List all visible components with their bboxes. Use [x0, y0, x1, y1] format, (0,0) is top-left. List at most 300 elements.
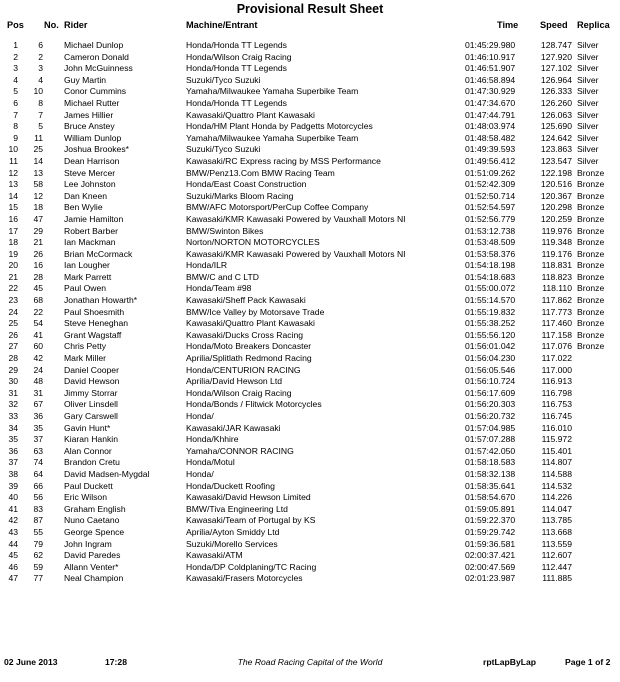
- cell-no: 26: [33, 248, 43, 259]
- cell-time: 01:46:58.894: [465, 74, 516, 85]
- cell-speed: 114.226: [541, 492, 572, 503]
- cell-pos: 43: [8, 526, 18, 537]
- cell-no: 42: [33, 353, 43, 364]
- cell-pos: 21: [8, 271, 18, 282]
- cell-time: 02:01:23.987: [465, 573, 516, 584]
- cell-replica: Silver: [577, 40, 599, 50]
- cell-speed: 126.333: [540, 86, 572, 97]
- footer-date: 02 June 2013: [4, 657, 58, 667]
- cell-speed: 114.588: [541, 468, 572, 479]
- cell-machine: Aprilia/Splitlath Redmond Racing: [186, 353, 312, 364]
- cell-rider: Gavin Hunt*: [64, 422, 111, 433]
- cell-replica: Bronze: [577, 318, 605, 329]
- cell-no: 28: [33, 271, 43, 282]
- cell-machine: Kawasaki/Ducks Cross Racing: [186, 329, 304, 340]
- cell-replica: Bronze: [577, 237, 605, 248]
- cell-speed: 117.158: [541, 329, 572, 340]
- cell-replica: Bronze: [577, 248, 605, 259]
- table-row: [0, 202, 620, 214]
- cell-time: 01:52:50.714: [465, 190, 516, 201]
- cell-time: 01:47:30.929: [465, 86, 516, 97]
- cell-machine: Kawasaki/KMR Kawasaki Powered by Vauxhall Motors NI: [186, 213, 406, 224]
- table-row: [0, 307, 620, 319]
- cell-replica: Silver: [577, 74, 599, 85]
- cell-machine: Kawasaki/Quattro Plant Kawasaki: [186, 109, 315, 120]
- cell-rider: Steve Heneghan: [64, 318, 129, 329]
- cell-time: 01:52:54.597: [465, 202, 516, 213]
- cell-time: 01:54:18.198: [465, 260, 516, 271]
- cell-speed: 117.773: [541, 306, 572, 317]
- cell-rider: Jonathan Howarth*: [64, 295, 138, 306]
- cell-speed: 112.447: [541, 561, 572, 572]
- cell-machine: Honda/Team #98: [186, 283, 252, 294]
- table-row: [0, 365, 620, 377]
- cell-machine: Aprilia/Ayton Smiddy Ltd: [186, 526, 280, 537]
- cell-no: 8: [38, 97, 43, 108]
- cell-rider: Nuno Caetano: [64, 515, 120, 526]
- cell-replica: Silver: [577, 121, 599, 132]
- cell-machine: Kawasaki/Quattro Plant Kawasaki: [186, 318, 315, 329]
- table-row: [0, 330, 620, 342]
- cell-pos: 10: [8, 144, 18, 155]
- cell-pos: 12: [8, 167, 18, 178]
- cell-no: 87: [33, 515, 43, 526]
- table-row: [0, 515, 620, 527]
- cell-speed: 123.863: [540, 144, 572, 155]
- cell-machine: Honda/DP Coldplaning/TC Racing: [186, 561, 317, 572]
- cell-machine: BMW/AFC Motorsport/PerCup Coffee Company: [186, 202, 369, 213]
- table-row: [0, 550, 620, 562]
- cell-rider: Ben Wylie: [64, 202, 103, 213]
- cell-pos: 45: [8, 550, 18, 561]
- cell-rider: Bruce Anstey: [64, 121, 115, 132]
- cell-rider: Michael Rutter: [64, 97, 120, 108]
- cell-rider: Guy Martin: [64, 74, 107, 85]
- cell-speed: 124.642: [540, 132, 572, 143]
- cell-no: 58: [33, 179, 43, 190]
- cell-speed: 120.298: [540, 202, 572, 213]
- table-row: [0, 434, 620, 446]
- table-row: [0, 399, 620, 411]
- cell-pos: 24: [8, 306, 18, 317]
- cell-replica: Bronze: [577, 341, 605, 352]
- cell-machine: BMW/Ice Valley by Motorsave Trade: [186, 306, 325, 317]
- table-row: [0, 411, 620, 423]
- cell-time: 02:00:37.421: [465, 550, 516, 561]
- table-row: [0, 283, 620, 295]
- cell-no: 25: [33, 144, 43, 155]
- cell-speed: 117.000: [541, 364, 572, 375]
- cell-machine: Yamaha/CONNOR RACING: [186, 445, 294, 456]
- cell-rider: Paul Shoesmith: [64, 306, 125, 317]
- cell-no: 59: [33, 561, 43, 572]
- cell-time: 01:46:51.907: [465, 63, 516, 74]
- cell-time: 01:56:10.724: [465, 376, 516, 387]
- table-row: [0, 121, 620, 133]
- table-row: [0, 481, 620, 493]
- cell-pos: 37: [8, 457, 18, 468]
- cell-speed: 113.559: [541, 538, 572, 549]
- cell-pos: 26: [8, 329, 18, 340]
- cell-pos: 23: [8, 295, 18, 306]
- table-row: [0, 86, 620, 98]
- cell-no: 37: [33, 434, 43, 445]
- cell-time: 01:48:03.974: [465, 121, 516, 132]
- cell-time: 01:55:19.832: [465, 306, 516, 317]
- cell-no: 79: [33, 538, 43, 549]
- cell-speed: 117.022: [541, 353, 572, 364]
- cell-replica: Bronze: [577, 202, 605, 213]
- cell-no: 12: [33, 190, 43, 201]
- table-row: [0, 423, 620, 435]
- cell-machine: Kawasaki/Sheff Pack Kawasaki: [186, 295, 306, 306]
- table-row: [0, 353, 620, 365]
- cell-machine: Honda/HM Plant Honda by Padgetts Motorcycles: [186, 121, 373, 132]
- cell-speed: 111.885: [542, 573, 572, 584]
- cell-speed: 123.547: [540, 155, 572, 166]
- cell-replica: Bronze: [577, 260, 605, 271]
- footer-report-name: rptLapByLap: [483, 657, 536, 667]
- cell-no: 6: [38, 40, 43, 50]
- cell-speed: 116.913: [541, 376, 572, 387]
- header-pos: Pos: [7, 20, 24, 30]
- page-footer: [0, 657, 620, 669]
- header-rider: Rider: [64, 20, 88, 30]
- table-row: [0, 156, 620, 168]
- cell-rider: William Dunlop: [64, 132, 122, 143]
- cell-speed: 116.745: [541, 411, 572, 421]
- cell-pos: 30: [8, 376, 18, 387]
- table-row: [0, 562, 620, 574]
- cell-time: 01:53:48.509: [465, 237, 516, 248]
- cell-rider: Neal Champion: [64, 573, 124, 584]
- cell-pos: 13: [8, 179, 18, 190]
- cell-speed: 115.401: [541, 445, 572, 456]
- header-no: No.: [44, 20, 59, 30]
- cell-speed: 122.198: [540, 167, 572, 178]
- cell-rider: James Hillier: [64, 109, 114, 120]
- cell-speed: 113.668: [541, 526, 572, 537]
- cell-replica: Bronze: [577, 179, 605, 190]
- results-table: [0, 40, 620, 585]
- cell-no: 47: [33, 213, 43, 224]
- cell-speed: 118.823: [541, 271, 572, 282]
- cell-pos: 42: [8, 515, 18, 526]
- cell-rider: Brian McCormack: [64, 248, 133, 259]
- cell-no: 56: [33, 492, 43, 503]
- cell-rider: Cameron Donald: [64, 51, 129, 62]
- cell-replica: Bronze: [577, 283, 605, 294]
- cell-no: 83: [33, 503, 43, 514]
- cell-speed: 126.063: [540, 109, 572, 120]
- cell-rider: Ian Mackman: [64, 237, 116, 248]
- cell-machine: Suzuki/Marks Bloom Racing: [186, 190, 294, 201]
- cell-time: 01:58:35.641: [465, 480, 516, 491]
- table-row: [0, 376, 620, 388]
- cell-speed: 119.348: [541, 237, 572, 248]
- cell-time: 01:59:05.891: [465, 503, 516, 514]
- cell-speed: 114.807: [541, 457, 572, 468]
- cell-time: 01:59:36.581: [465, 538, 516, 549]
- cell-no: 5: [38, 121, 43, 132]
- table-row: [0, 249, 620, 261]
- cell-pos: 2: [13, 51, 18, 62]
- cell-no: 66: [33, 480, 43, 491]
- cell-rider: George Spence: [64, 526, 125, 537]
- cell-speed: 116.753: [541, 399, 572, 410]
- cell-machine: Suzuki/Morello Services: [186, 538, 278, 549]
- cell-pos: 17: [8, 225, 18, 236]
- cell-time: 01:46:10.917: [465, 51, 516, 62]
- cell-time: 01:56:20.732: [465, 411, 516, 421]
- cell-machine: BMW/Swinton Bikes: [186, 225, 264, 236]
- cell-pos: 3: [13, 63, 18, 74]
- cell-time: 01:57:42.050: [465, 445, 516, 456]
- page-title: Provisional Result Sheet: [236, 2, 384, 16]
- cell-pos: 25: [8, 318, 18, 329]
- table-row: [0, 527, 620, 539]
- cell-machine: Honda/Bonds / Flitwick Motorcycles: [186, 399, 322, 410]
- cell-no: 35: [33, 422, 43, 433]
- table-row: [0, 52, 620, 64]
- cell-no: 45: [33, 283, 43, 294]
- cell-speed: 126.260: [540, 97, 572, 108]
- cell-pos: 7: [13, 109, 18, 120]
- cell-rider: Jimmy Storrar: [64, 387, 118, 398]
- cell-machine: Honda/CENTURION RACING: [186, 364, 301, 375]
- cell-no: 21: [33, 237, 43, 248]
- cell-pos: 1: [13, 40, 18, 50]
- cell-time: 01:55:56.120: [465, 329, 516, 340]
- cell-rider: Mark Miller: [64, 353, 107, 364]
- cell-speed: 126.964: [540, 74, 572, 85]
- cell-speed: 117.460: [541, 318, 572, 329]
- table-row: [0, 446, 620, 458]
- cell-no: 55: [33, 526, 43, 537]
- cell-rider: John McGuinness: [64, 63, 133, 74]
- cell-pos: 33: [8, 411, 18, 421]
- cell-machine: BMW/Penz13.Com BMW Racing Team: [186, 167, 335, 178]
- cell-time: 01:58:32.138: [465, 468, 516, 479]
- cell-machine: Honda/Motul: [186, 457, 235, 468]
- footer-tagline: The Road Racing Capital of the World: [237, 657, 383, 667]
- cell-replica: Bronze: [577, 190, 605, 201]
- cell-pos: 19: [8, 248, 18, 259]
- cell-speed: 114.532: [541, 480, 572, 491]
- cell-time: 01:56:20.303: [465, 399, 516, 410]
- cell-time: 01:56:01.042: [465, 341, 516, 352]
- table-row: [0, 341, 620, 353]
- cell-pos: 14: [8, 190, 18, 201]
- header-replica: Replica: [577, 20, 610, 30]
- cell-machine: Honda/: [186, 468, 214, 479]
- cell-no: 74: [33, 457, 43, 468]
- cell-no: 14: [33, 155, 43, 166]
- cell-pos: 38: [8, 468, 18, 479]
- header-time: Time: [497, 20, 519, 30]
- table-row: [0, 144, 620, 156]
- cell-rider: Conor Cummins: [64, 86, 127, 97]
- cell-rider: Grant Wagstaff: [64, 329, 122, 340]
- cell-pos: 47: [8, 573, 18, 584]
- cell-rider: Michael Dunlop: [64, 40, 124, 50]
- cell-rider: Gary Carswell: [64, 411, 118, 421]
- cell-speed: 120.259: [540, 213, 572, 224]
- cell-replica: Silver: [577, 132, 599, 143]
- cell-time: 01:49:39.593: [465, 144, 516, 155]
- cell-time: 01:48:58.482: [465, 132, 516, 143]
- table-row: [0, 573, 620, 585]
- cell-speed: 116.798: [541, 387, 572, 398]
- cell-rider: Dan Kneen: [64, 190, 108, 201]
- cell-no: 24: [33, 364, 43, 375]
- cell-machine: Aprilia/David Hewson Ltd: [186, 376, 283, 387]
- cell-rider: Brandon Cretu: [64, 457, 120, 468]
- cell-time: 01:55:38.252: [465, 318, 516, 329]
- cell-rider: Allann Venter*: [64, 561, 119, 572]
- cell-pos: 11: [9, 155, 18, 166]
- cell-rider: Lee Johnston: [64, 179, 116, 190]
- cell-pos: 8: [13, 121, 18, 132]
- footer-page-number: Page 1 of 2: [565, 657, 611, 667]
- cell-rider: Robert Barber: [64, 225, 118, 236]
- cell-rider: David Hewson: [64, 376, 120, 387]
- cell-machine: Kawasaki/David Hewson Limited: [186, 492, 311, 503]
- table-row: [0, 226, 620, 238]
- cell-rider: John Ingram: [64, 538, 112, 549]
- cell-time: 01:52:56.779: [465, 213, 516, 224]
- cell-machine: Honda/Wilson Craig Racing: [186, 51, 292, 62]
- cell-speed: 113.785: [541, 515, 572, 526]
- cell-rider: Mark Parrett: [64, 271, 112, 282]
- cell-pos: 4: [13, 74, 18, 85]
- cell-speed: 118.831: [541, 260, 572, 271]
- cell-speed: 116.010: [541, 422, 572, 433]
- cell-time: 01:58:54.670: [465, 492, 516, 503]
- cell-pos: 20: [8, 260, 18, 271]
- cell-replica: Bronze: [577, 213, 605, 224]
- cell-time: 01:47:34.670: [465, 97, 516, 108]
- cell-machine: Suzuki/Tyco Suzuki: [186, 74, 261, 85]
- table-row: [0, 469, 620, 481]
- cell-replica: Bronze: [577, 295, 605, 306]
- cell-pos: 46: [8, 561, 18, 572]
- table-row: [0, 492, 620, 504]
- cell-pos: 32: [8, 399, 18, 410]
- cell-no: 54: [33, 318, 43, 329]
- cell-no: 4: [38, 74, 43, 85]
- cell-machine: Honda/Wilson Craig Racing: [186, 387, 292, 398]
- cell-machine: Honda/Honda TT Legends: [186, 97, 287, 108]
- table-row: [0, 168, 620, 180]
- cell-time: 01:59:29.742: [465, 526, 516, 537]
- cell-pos: 35: [8, 434, 18, 445]
- cell-speed: 119.976: [541, 225, 572, 236]
- table-row: [0, 539, 620, 551]
- cell-speed: 115.972: [541, 434, 572, 445]
- table-row: [0, 179, 620, 191]
- cell-time: 01:56:17.609: [465, 387, 516, 398]
- cell-machine: Honda/ILR: [186, 260, 228, 271]
- table-row: [0, 40, 620, 52]
- cell-no: 68: [33, 295, 43, 306]
- cell-pos: 31: [8, 387, 18, 398]
- table-row: [0, 504, 620, 516]
- cell-time: 01:57:07.288: [465, 434, 516, 445]
- cell-no: 3: [38, 63, 43, 74]
- cell-rider: Alan Connor: [64, 445, 112, 456]
- table-row: [0, 260, 620, 272]
- cell-machine: Honda/Duckett Roofing: [186, 480, 275, 491]
- cell-machine: Yamaha/Milwaukee Yamaha Superbike Team: [186, 86, 359, 97]
- cell-time: 01:49:56.412: [465, 155, 516, 166]
- table-row: [0, 133, 620, 145]
- cell-machine: BMW/C and C LTD: [186, 271, 259, 282]
- cell-speed: 120.367: [540, 190, 572, 201]
- cell-replica: Bronze: [577, 225, 605, 236]
- table-row: [0, 237, 620, 249]
- cell-time: 01:45:29.980: [465, 40, 516, 50]
- cell-pos: 29: [8, 364, 18, 375]
- table-row: [0, 110, 620, 122]
- cell-time: 01:54:18.683: [465, 271, 516, 282]
- cell-speed: 128.747: [540, 40, 572, 50]
- cell-replica: Bronze: [577, 329, 605, 340]
- cell-rider: Chris Petty: [64, 341, 107, 352]
- cell-no: 18: [33, 202, 43, 213]
- cell-replica: Silver: [577, 97, 599, 108]
- cell-no: 64: [33, 468, 43, 479]
- table-row: [0, 63, 620, 75]
- cell-speed: 119.176: [541, 248, 572, 259]
- cell-machine: Honda/Khhire: [186, 434, 239, 445]
- cell-replica: Silver: [577, 63, 599, 74]
- cell-machine: Honda/: [186, 411, 214, 421]
- cell-time: 01:56:05.546: [465, 364, 516, 375]
- cell-rider: Paul Owen: [64, 283, 107, 294]
- cell-speed: 120.516: [540, 179, 572, 190]
- cell-rider: Paul Duckett: [64, 480, 113, 491]
- cell-time: 01:52:42.309: [465, 179, 516, 190]
- cell-time: 01:58:18.583: [465, 457, 516, 468]
- cell-replica: Silver: [577, 51, 599, 62]
- cell-no: 2: [38, 51, 43, 62]
- cell-machine: Kawasaki/Team of Portugal by KS: [186, 515, 316, 526]
- cell-rider: David Madsen-Mygdal: [64, 468, 150, 479]
- cell-machine: Kawasaki/JAR Kawasaki: [186, 422, 281, 433]
- cell-replica: Silver: [577, 109, 599, 120]
- cell-time: 01:51:09.262: [465, 167, 516, 178]
- cell-pos: 9: [13, 132, 18, 143]
- table-row: [0, 295, 620, 307]
- cell-time: 01:59:22.370: [465, 515, 516, 526]
- cell-replica: Bronze: [577, 271, 605, 282]
- table-row: [0, 272, 620, 284]
- cell-pos: 28: [8, 353, 18, 364]
- cell-speed: 112.607: [541, 550, 572, 561]
- table-row: [0, 318, 620, 330]
- cell-no: 77: [33, 573, 43, 584]
- cell-time: 01:55:14.570: [465, 295, 516, 306]
- cell-no: 41: [33, 329, 43, 340]
- cell-pos: 39: [8, 480, 18, 491]
- cell-rider: Kiaran Hankin: [64, 434, 118, 445]
- cell-rider: Steve Mercer: [64, 167, 116, 178]
- cell-machine: Kawasaki/Frasers Motorcycles: [186, 573, 303, 584]
- cell-no: 10: [33, 86, 43, 97]
- cell-pos: 36: [8, 445, 18, 456]
- cell-rider: Dean Harrison: [64, 155, 120, 166]
